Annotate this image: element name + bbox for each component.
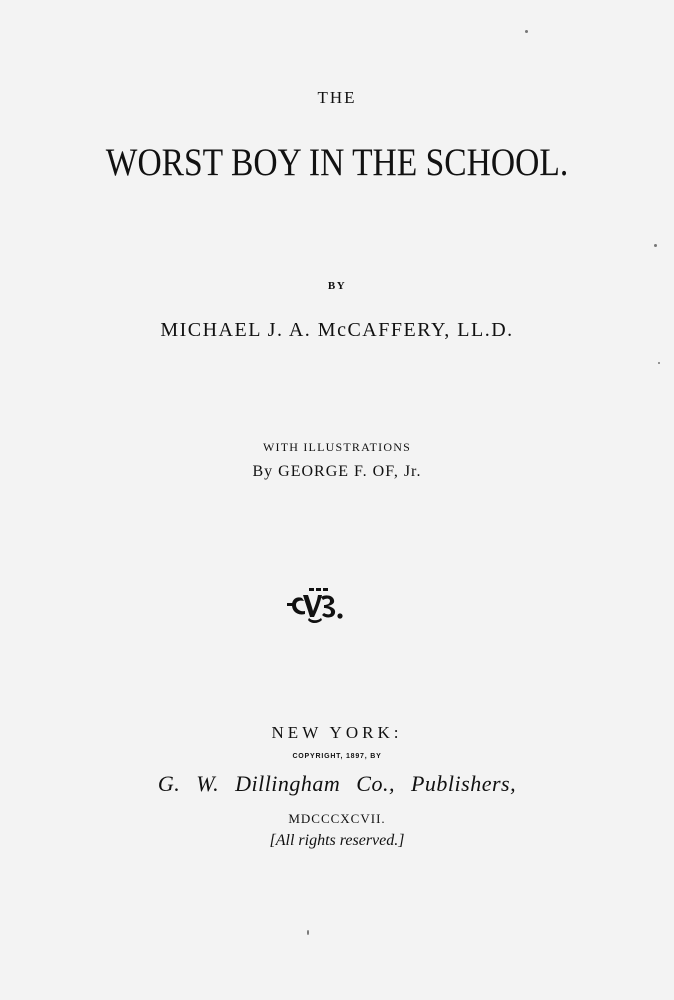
illustrations-label: WITH ILLUSTRATIONS [263,440,411,454]
publisher-name: G. W. Dillingham Co., Publishers, [157,771,517,796]
illustrator-name: By GEORGE F. OF, Jr. [252,463,422,480]
paper-speck [525,30,528,33]
by-label: BY [327,280,347,292]
publisher-monogram-icon [285,585,349,625]
publication-city: NEW YORK: [271,723,403,742]
publication-year: MDCCCXCVII. [288,811,386,826]
title-article: THE [317,88,357,107]
paper-speck [658,362,660,364]
rights-notice: [All rights reserved.] [269,832,405,849]
paper-speck [307,930,309,935]
copyright-line: COPYRIGHT, 1897, BY [292,753,382,760]
book-title: WORST BOY IN THE SCHOOL. [105,141,569,184]
author-name: MICHAEL J. A. McCAFFERY, LL.D. [160,319,514,341]
paper-speck [654,244,657,247]
